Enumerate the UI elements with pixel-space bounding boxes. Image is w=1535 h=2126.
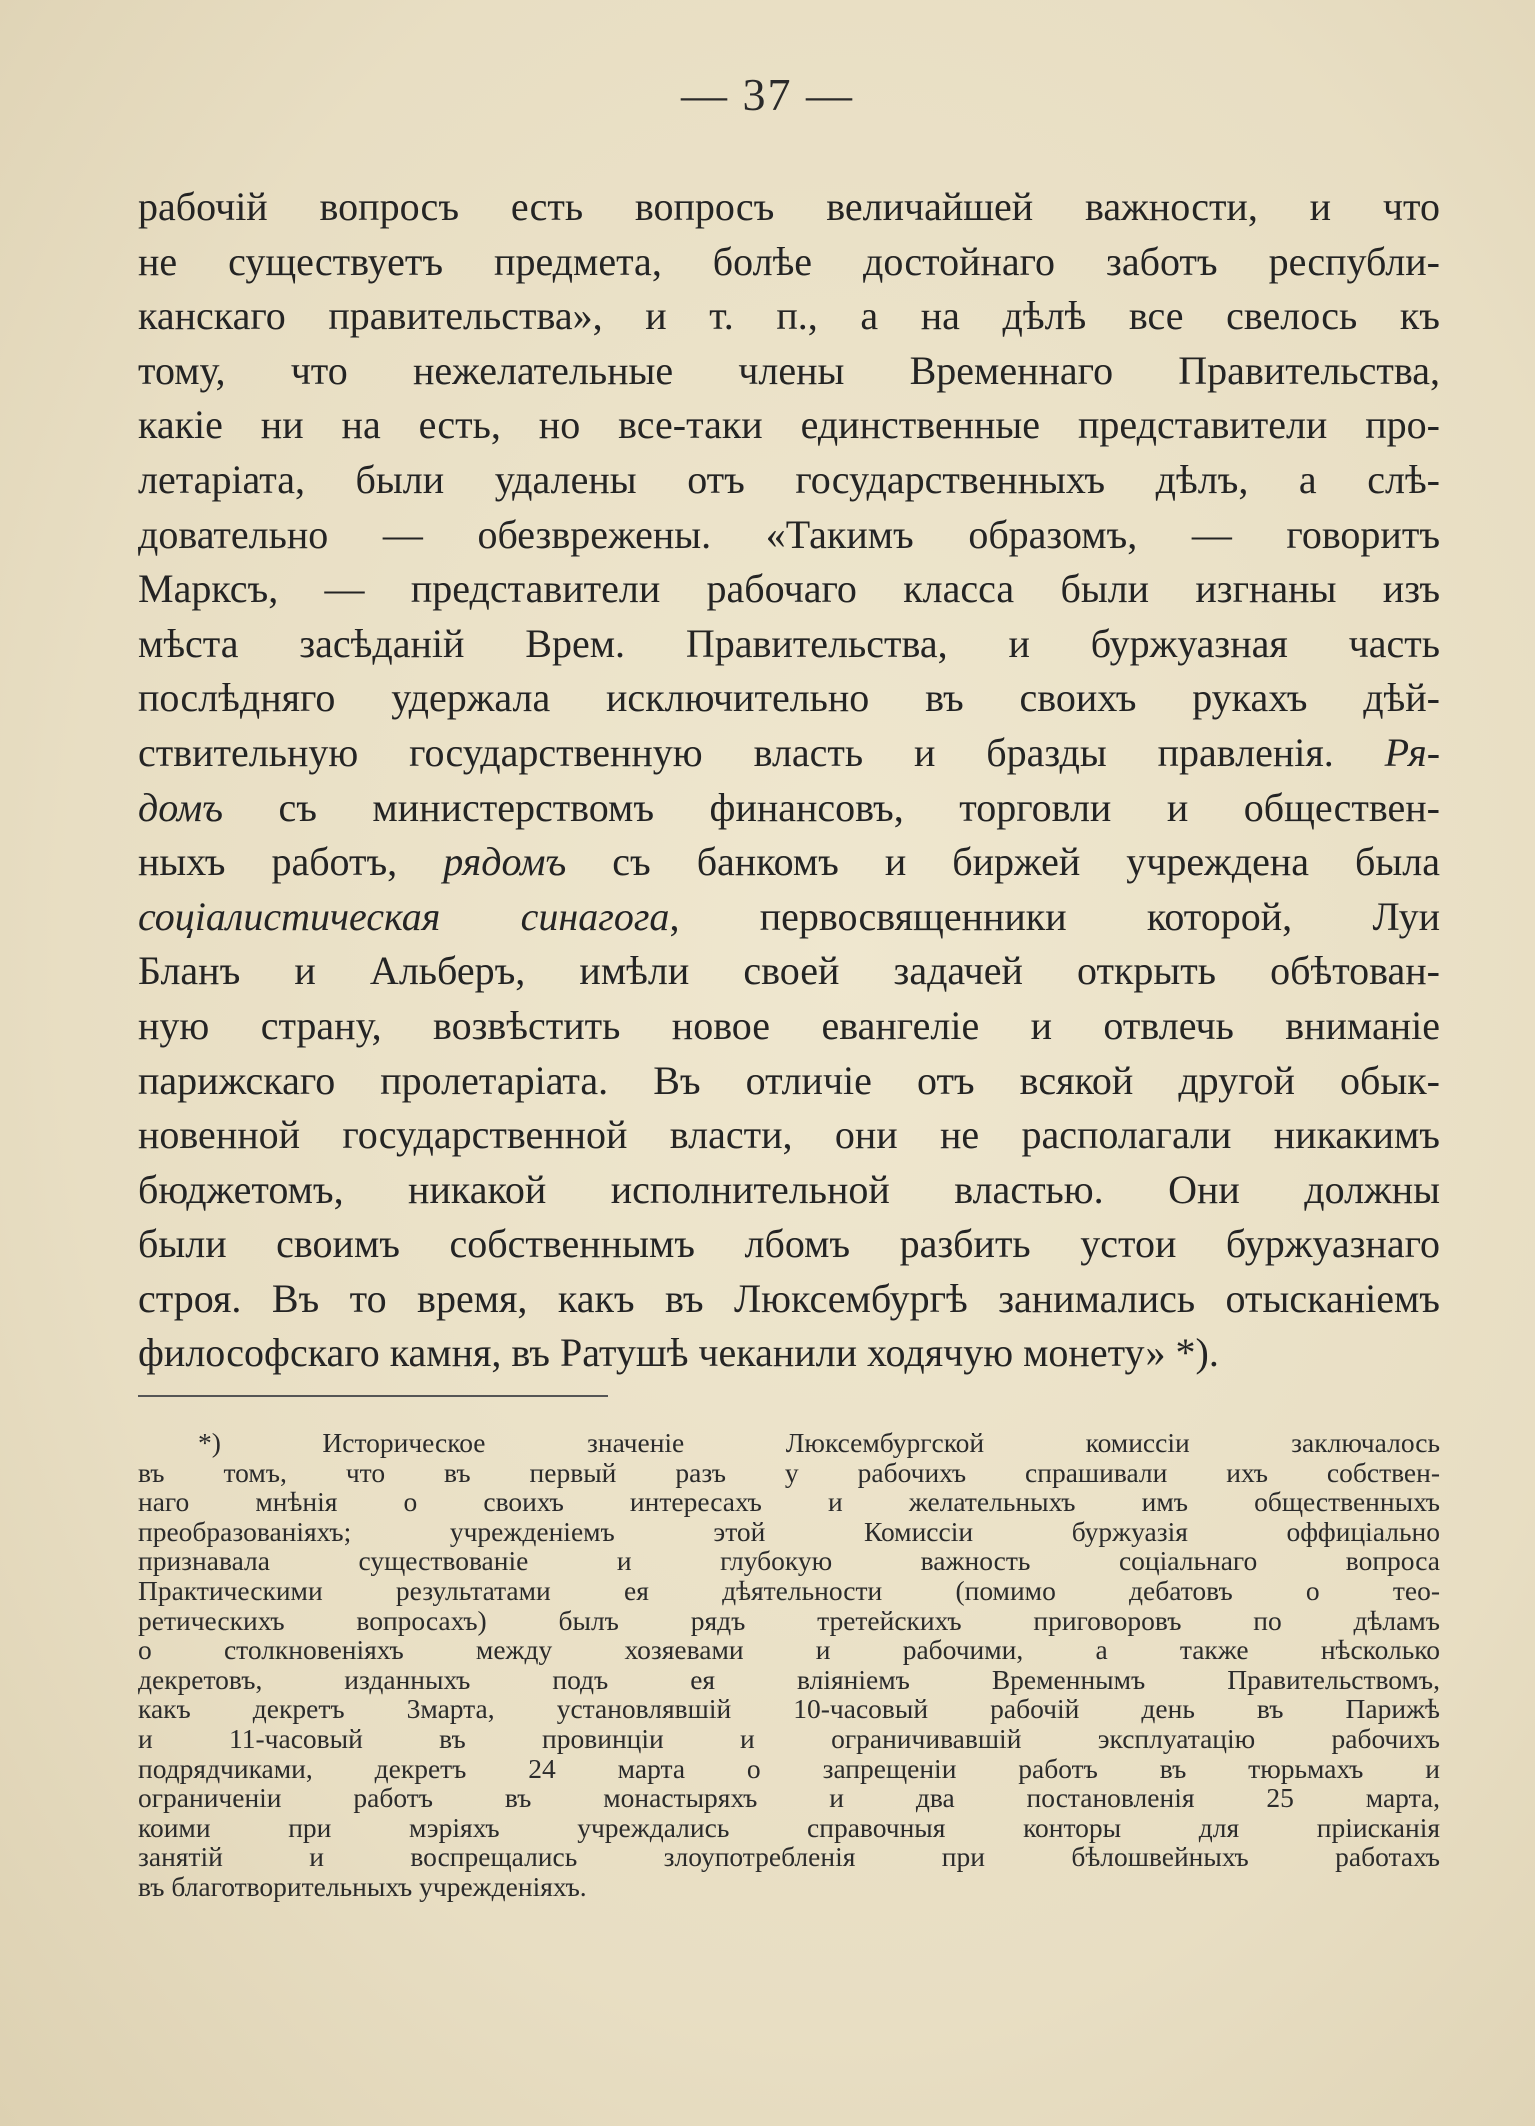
- footnote-line: преобразованіяхъ; учрежденіемъ этой Комиссіи буржуазія оффиціально: [138, 1515, 1440, 1547]
- body-line: строя. Въ то время, какъ въ Люксембургѣ занимались отысканіемъ: [138, 1275, 1440, 1321]
- italic-emphasis: соціалистическая синагога: [138, 893, 670, 939]
- body-line: летаріата, были удалены отъ государственныхъ дѣлъ, а слѣ-: [138, 456, 1440, 502]
- body-line: [138, 781, 1440, 836]
- body-line: не существуетъ предмета, болѣе достойнаго заботъ республи-: [138, 238, 1440, 284]
- body-line: были своимъ собственнымъ лбомъ разбить устои буржуазнаго: [138, 1221, 1440, 1267]
- italic-emphasis: домъ: [138, 784, 223, 830]
- body-line: бюджетомъ, никакой исполнительной властью. Они должны: [138, 1166, 1440, 1212]
- body-line: послѣдняго удержала исключительно въ своихъ рукахъ дѣй-: [138, 675, 1440, 721]
- footnote-divider: [138, 1395, 608, 1397]
- footnote-line: и 11-часовый въ провинціи и ограничивавшій эксплуатацію рабочихъ: [138, 1722, 1440, 1754]
- body-line: довательно — обезврежены. «Такимъ образомъ, — говоритъ: [138, 511, 1440, 557]
- body-line-text: съ министерствомъ финансовъ, торговли и обществен-: [223, 784, 1440, 830]
- italic-emphasis: рядомъ: [443, 839, 567, 885]
- footnote-line: *) Историческое значеніе Люксембургской комиссіи заключалось: [198, 1427, 1440, 1458]
- footnote-line: занятій и воспрещались злоупотребленія при бѣлошвейныхъ работахъ: [138, 1841, 1440, 1873]
- footnote-line: ограниченіи работъ въ монастыряхъ и два постановленія 25 марта,: [138, 1782, 1440, 1814]
- body-line: Марксъ, — представители рабочаго класса были изгнаны изъ: [138, 566, 1440, 612]
- body-line: какіе ни на есть, но все-таки единственные представители про-: [138, 402, 1440, 448]
- body-line-text: , первосвященники которой, Луи: [669, 893, 1440, 939]
- footnote-line: декретовъ, изданныхъ подъ ея вліяніемъ Временнымъ Правительствомъ,: [138, 1663, 1440, 1695]
- footnote-line: Практическими результатами ея дѣятельности (помимо дебатовъ о тео-: [138, 1574, 1440, 1606]
- body-line: новенной государственной власти, они не располагали никакимъ: [138, 1112, 1440, 1158]
- italic-emphasis: Ря-: [1384, 729, 1441, 775]
- body-line-text: ствительную государственную власть и бразды правленія.: [138, 729, 1334, 775]
- footnote-line: подрядчиками, декретъ 24 марта о запрещеніи работъ въ тюрьмахъ и: [138, 1752, 1440, 1784]
- footnote-line: какъ декретъ 3марта, установлявшій 10-часовый рабочій день въ Парижѣ: [138, 1693, 1440, 1725]
- body-line: философскаго камня, въ Ратушѣ чеканили ходячую монету» *).: [138, 1330, 1219, 1376]
- footnote-line: въ томъ, что въ первый разъ у рабочихъ спрашивали ихъ собствен-: [138, 1456, 1440, 1488]
- body-text: [138, 180, 1440, 1381]
- body-line: канскаго правительства», и т. п., а на дѣлѣ все свелось къ: [138, 293, 1440, 339]
- footnote-line: ретическихъ вопросахъ) былъ рядъ третейскихъ приговоровъ по дѣламъ: [138, 1604, 1440, 1636]
- body-line: парижскаго пролетаріата. Въ отличіе отъ всякой другой обык-: [138, 1057, 1440, 1103]
- body-line: [138, 726, 1440, 781]
- footnote: [138, 1428, 1440, 1902]
- body-line: мѣста засѣданій Врем. Правительства, и буржуазная часть: [138, 620, 1440, 666]
- footnote-line: признавала существованіе и глубокую важность соціальнаго вопроса: [138, 1545, 1440, 1577]
- body-line: Бланъ и Альберъ, имѣли своей задачей открыть обѣтован-: [138, 948, 1440, 994]
- footnote-line: наго мнѣнія о своихъ интересахъ и желательныхъ имъ общественныхъ: [138, 1486, 1440, 1518]
- footnote-line: въ благотворительныхъ учрежденіяхъ.: [138, 1870, 587, 1902]
- body-line: рабочій вопросъ есть вопросъ величайшей важности, и что: [138, 184, 1440, 229]
- body-line: тому, что нежелательные члены Временнаго Правительства,: [138, 347, 1440, 393]
- body-line: [138, 835, 1440, 890]
- footnote-line: коими при мэріяхъ учреждались справочныя конторы для пріисканія: [138, 1811, 1440, 1843]
- body-line: [138, 890, 1440, 945]
- body-line-text: съ банкомъ и биржей учреждена была: [566, 839, 1440, 885]
- body-line-text: ныхъ работъ,: [138, 839, 444, 885]
- page-number: — 37 —: [681, 69, 854, 120]
- footnote-line: о столкновеніяхъ между хозяевами и рабочими, а также нѣсколько: [138, 1634, 1440, 1666]
- body-line: ную страну, возвѣстить новое евангеліе и отвлечь вниманіе: [138, 1002, 1440, 1048]
